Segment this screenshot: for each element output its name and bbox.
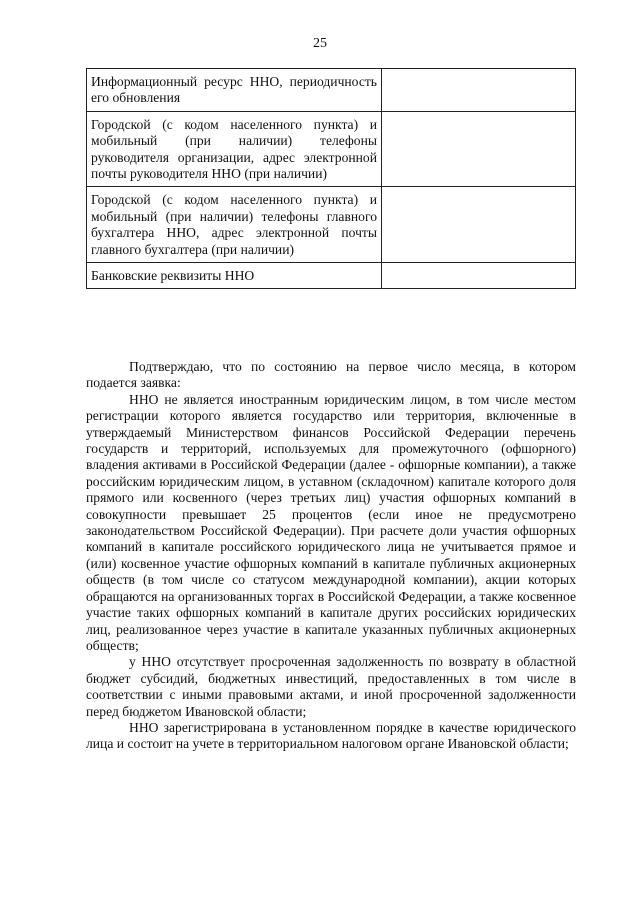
table-row (87, 263, 576, 289)
table-value-cell (382, 263, 576, 289)
paragraph: ННО не является иностранным юридическим лицом, в том числе местом регистрации которого является государство или территория, включенные в утверждаемый Министерством финансов Российской Федерации перечень государств и территорий, используемых для промежуточного (офшорного) владения активами в Российской Федерации (далее - офшорные компании), а также российским юридическим лицом, в уставном (складочном) капитале которого доля прямого или косвенного (через третьих лиц) участия офшорных компаний в совокупности превышает 25 процентов (если иное не предусмотрено законодательством Российской Федерации). При расчете доли участия офшорных компаний в капитале российского юридического лица не учитывается прямое и (или) косвенное участие офшорных компаний в капитале публичных акционерных обществ (в том числе со статусом международной компании), акции которых обращаются на организованных торгах в Российской Федерации, а также косвенное участие таких офшорных компаний в капитале других российских юридических лиц, реализованное через участие в капитале указанных публичных акционерных обществ; (86, 391, 576, 653)
paragraph: у ННО отсутствует просроченная задолженность по возврату в областной бюджет субсидий, бюджетных инвестиций, предоставленных в том числе в соответствии с иными правовыми актами, и иной просроченной задолженности перед бюджетом Ивановской области; (86, 654, 576, 719)
body-text (86, 359, 576, 753)
table-label-cell: Городской (с кодом населенного пункта) и мобильный (при наличии) телефоны главного бухгалтера ННО, адрес электронной почты главного бухгалтера (при наличии) (87, 187, 382, 263)
table-value-cell (382, 187, 576, 263)
table-value-cell (382, 69, 576, 112)
table-row (87, 111, 576, 187)
paragraph: ННО зарегистрирована в установленном порядке в качестве юридического лица и состоит на учете в территориальном налоговом органе Ивановской области; (86, 719, 576, 752)
table-row (87, 187, 576, 263)
table-value-cell (382, 111, 576, 187)
page-number: 25 (313, 36, 327, 51)
table-label-cell: Городской (с кодом населенного пункта) и мобильный (при наличии) телефоны руководителя организации, адрес электронной почты руководителя ННО (при наличии) (87, 111, 382, 187)
table-label-cell: Информационный ресурс ННО, периодичность его обновления (87, 69, 382, 112)
info-table (86, 68, 576, 289)
table-row (87, 69, 576, 112)
table-label-cell: Банковские реквизиты ННО (87, 263, 382, 289)
paragraph: Подтверждаю, что по состоянию на первое число месяца, в котором подается заявка: (86, 359, 576, 391)
